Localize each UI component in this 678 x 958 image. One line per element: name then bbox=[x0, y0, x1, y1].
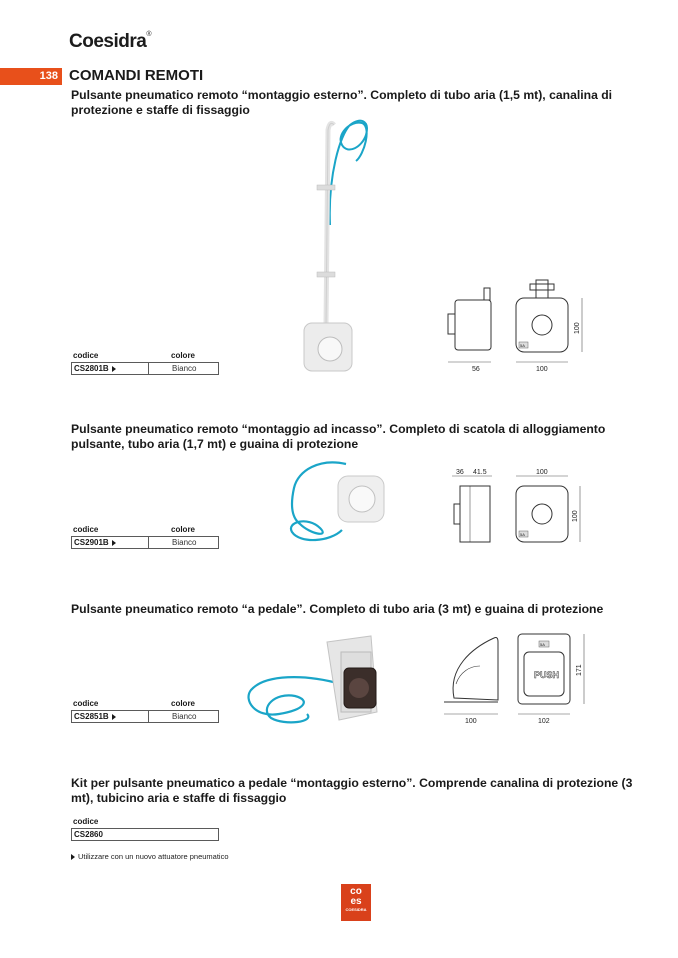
product-1-dim-height: 100 bbox=[574, 322, 581, 334]
arrow-icon bbox=[112, 366, 116, 372]
page-number-tab bbox=[0, 68, 62, 85]
table-row bbox=[71, 710, 219, 723]
product-2-dim-height: 100 bbox=[572, 510, 579, 522]
codice-header: codice bbox=[73, 817, 99, 826]
arrow-icon bbox=[112, 540, 116, 546]
product-code: CS2901B bbox=[74, 538, 109, 547]
product-4-title: Kit per pulsante pneumatico a pedale “montaggio esterno”. Comprende canalina di protezione (3 mt), tubicino aria e staffe di fissaggio bbox=[71, 776, 633, 805]
product-2-dim-width: 100 bbox=[536, 469, 548, 476]
product-2-badge: 5A bbox=[520, 532, 525, 537]
product-3-technical-drawing bbox=[432, 628, 602, 728]
product-3-dim-width: 102 bbox=[538, 718, 550, 725]
product-3-code-table bbox=[71, 699, 219, 723]
push-label: PUSH bbox=[534, 670, 560, 680]
table-row bbox=[71, 536, 219, 549]
product-code: CS2801B bbox=[74, 364, 109, 373]
product-1-photo bbox=[300, 115, 380, 375]
product-3-photo bbox=[245, 634, 390, 729]
product-4-code-table bbox=[71, 817, 219, 841]
codice-header: codice bbox=[73, 351, 99, 360]
colore-header: colore bbox=[171, 525, 196, 534]
product-2-title: Pulsante pneumatico remoto “montaggio ad incasso”. Completo di scatola di alloggiamento pulsante, tubo aria (1,7 mt) e guaina di protezione bbox=[71, 422, 606, 451]
product-color: Bianco bbox=[172, 538, 197, 547]
table-row bbox=[71, 362, 219, 375]
product-code: CS2851B bbox=[74, 712, 109, 721]
product-3-title: Pulsante pneumatico remoto “a pedale”. Completo di tubo aria (3 mt) e guaina di protezione bbox=[71, 602, 604, 616]
product-3-dim-height: 171 bbox=[576, 664, 583, 676]
product-3-badge: 5A bbox=[540, 642, 545, 647]
product-code: CS2860 bbox=[74, 830, 103, 839]
product-1-dim-width: 100 bbox=[536, 366, 548, 373]
page-number: 138 bbox=[39, 70, 58, 82]
product-color: Bianco bbox=[172, 364, 197, 373]
coes-logo: co es COESIDRA bbox=[341, 884, 371, 921]
colore-header: colore bbox=[171, 351, 196, 360]
product-1-technical-drawing bbox=[440, 272, 600, 377]
footnote: Utilizzare con un nuovo attuatore pneumatico bbox=[71, 852, 229, 861]
product-1-badge: 5A bbox=[520, 343, 525, 348]
product-color: Bianco bbox=[172, 712, 197, 721]
product-3-dim-depth: 100 bbox=[465, 718, 477, 725]
arrow-icon bbox=[71, 854, 75, 860]
product-2-dim-depth-b: 41.5 bbox=[473, 469, 487, 476]
codice-header: codice bbox=[73, 699, 99, 708]
codice-header: codice bbox=[73, 525, 99, 534]
colore-header: colore bbox=[171, 699, 196, 708]
table-row bbox=[71, 828, 219, 841]
product-2-photo bbox=[280, 458, 390, 548]
product-2-dim-depth-a: 36 bbox=[456, 469, 464, 476]
arrow-icon bbox=[112, 714, 116, 720]
product-2-technical-drawing bbox=[440, 464, 600, 554]
product-2-code-table bbox=[71, 525, 219, 549]
product-1-code-table bbox=[71, 351, 219, 375]
section-title: COMANDI REMOTI bbox=[69, 67, 204, 84]
product-1-dim-depth: 56 bbox=[472, 366, 480, 373]
brand-logo: Coesidra® bbox=[69, 31, 151, 52]
product-1-title: Pulsante pneumatico remoto “montaggio esterno”. Completo di tubo aria (1,5 mt), canalina di protezione e staffe di fissaggio bbox=[71, 88, 613, 117]
